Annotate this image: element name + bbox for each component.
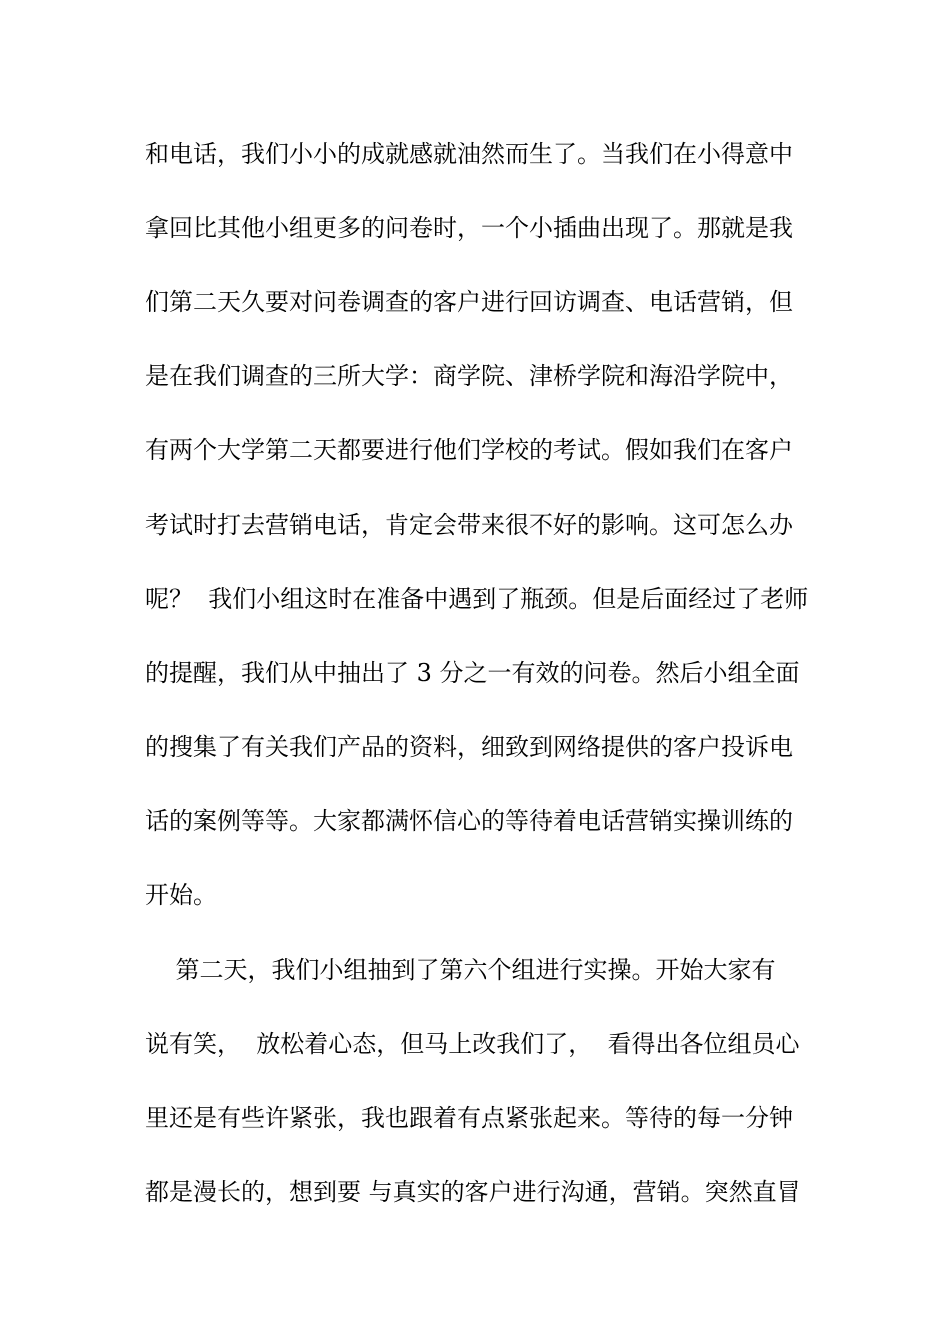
text-line: 有两个大学第二天都要进行他们学校的考试。假如我们在客户 xyxy=(145,436,793,464)
text-line: 是在我们调查的三所大学：商学院、津桥学院和海沿学院中， xyxy=(145,362,793,390)
text-line: 第二天，我们小组抽到了第六个组进行实操。开始大家有 xyxy=(145,956,776,984)
text-line: 开始。 xyxy=(145,881,217,909)
text-line: 们第二天久要对问卷调查的客户进行回访调查、电话营销，但 xyxy=(145,288,793,316)
text-line: 都是漫长的，想到要 与真实的客户进行沟通，营销。突然直冒 xyxy=(145,1178,801,1206)
text-line: 考试时打去营销电话，肯定会带来很不好的影响。这可怎么办 xyxy=(145,511,793,539)
text-line: 的搜集了有关我们产品的资料，细致到网络提供的客户投诉电 xyxy=(145,733,793,761)
text-line: 呢？ 我们小组这时在准备中遇到了瓶颈。但是后面经过了老师 xyxy=(145,585,809,613)
text-line: 说有笑， 放松着心态，但马上改我们了， 看得出各位组员心 xyxy=(145,1030,800,1058)
text-line: 话的案例等等。大家都满怀信心的等待着电话营销实操训练的 xyxy=(145,807,793,835)
text-line: 里还是有些许紧张，我也跟着有点紧张起来。等待的每一分钟 xyxy=(145,1104,793,1132)
text-line: 拿回比其他小组更多的问卷时，一个小插曲出现了。那就是我 xyxy=(145,214,793,242)
text-line: 和电话，我们小小的成就感就油然而生了。当我们在小得意中 xyxy=(145,140,793,168)
text-line: 的提醒，我们从中抽出了 3 分之一有效的问卷。然后小组全面 xyxy=(145,659,800,687)
